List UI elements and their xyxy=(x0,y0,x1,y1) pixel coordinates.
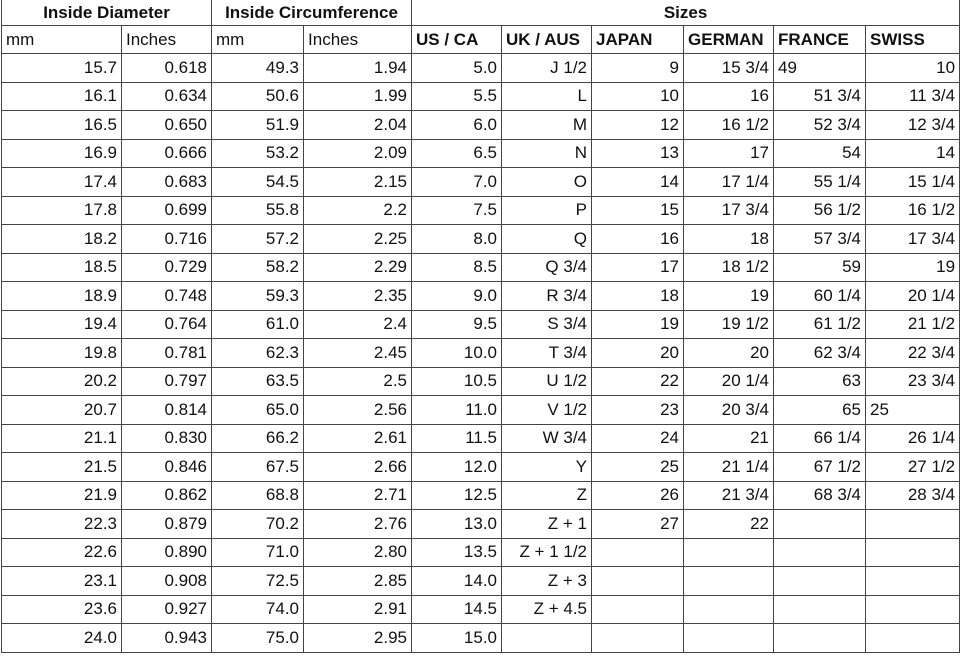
cell-circumference-inches: 2.56 xyxy=(304,396,412,425)
cell-diameter-inches: 0.729 xyxy=(122,253,212,282)
cell-diameter-inches: 0.943 xyxy=(122,624,212,653)
cell-japan xyxy=(592,538,684,567)
cell-german: 17 xyxy=(684,139,774,168)
cell-circumference-mm: 55.8 xyxy=(212,196,304,225)
cell-circumference-inches: 1.99 xyxy=(304,82,412,111)
cell-france: 67 1/2 xyxy=(774,453,866,482)
cell-diameter-inches: 0.830 xyxy=(122,424,212,453)
cell-us-ca: 10.0 xyxy=(412,339,502,368)
group-header-row xyxy=(2,0,960,26)
cell-german: 18 1/2 xyxy=(684,253,774,282)
cell-uk-aus: W 3/4 xyxy=(502,424,592,453)
cell-circumference-mm: 75.0 xyxy=(212,624,304,653)
cell-diameter-inches: 0.890 xyxy=(122,538,212,567)
cell-diameter-inches: 0.862 xyxy=(122,481,212,510)
cell-japan: 15 xyxy=(592,196,684,225)
cell-japan: 22 xyxy=(592,367,684,396)
cell-japan: 9 xyxy=(592,54,684,83)
cell-circumference-inches: 2.71 xyxy=(304,481,412,510)
cell-diameter-inches: 0.748 xyxy=(122,282,212,311)
cell-german xyxy=(684,538,774,567)
cell-german xyxy=(684,567,774,596)
cell-circumference-inches: 2.95 xyxy=(304,624,412,653)
table-row xyxy=(2,196,960,225)
cell-swiss: 28 3/4 xyxy=(866,481,960,510)
cell-swiss: 11 3/4 xyxy=(866,82,960,111)
cell-circumference-inches: 2.29 xyxy=(304,253,412,282)
table-row xyxy=(2,225,960,254)
cell-circumference-mm: 68.8 xyxy=(212,481,304,510)
cell-france: 61 1/2 xyxy=(774,310,866,339)
table-row xyxy=(2,168,960,197)
cell-swiss: 26 1/4 xyxy=(866,424,960,453)
cell-diameter-inches: 0.666 xyxy=(122,139,212,168)
cell-france xyxy=(774,510,866,539)
cell-us-ca: 6.5 xyxy=(412,139,502,168)
cell-circumference-inches: 2.4 xyxy=(304,310,412,339)
cell-circumference-inches: 2.15 xyxy=(304,168,412,197)
cell-diameter-mm: 17.8 xyxy=(2,196,122,225)
cell-uk-aus: S 3/4 xyxy=(502,310,592,339)
table-row xyxy=(2,367,960,396)
cell-circumference-mm: 71.0 xyxy=(212,538,304,567)
cell-german: 16 xyxy=(684,82,774,111)
cell-swiss: 16 1/2 xyxy=(866,196,960,225)
cell-diameter-mm: 20.7 xyxy=(2,396,122,425)
cell-diameter-mm: 21.5 xyxy=(2,453,122,482)
cell-france: 60 1/4 xyxy=(774,282,866,311)
cell-us-ca: 15.0 xyxy=(412,624,502,653)
cell-us-ca: 12.5 xyxy=(412,481,502,510)
cell-circumference-mm: 49.3 xyxy=(212,54,304,83)
cell-diameter-inches: 0.683 xyxy=(122,168,212,197)
cell-france xyxy=(774,595,866,624)
cell-diameter-mm: 21.1 xyxy=(2,424,122,453)
col-header-diameter-mm: mm xyxy=(2,26,122,54)
cell-diameter-mm: 24.0 xyxy=(2,624,122,653)
cell-diameter-inches: 0.764 xyxy=(122,310,212,339)
cell-circumference-mm: 59.3 xyxy=(212,282,304,311)
cell-us-ca: 14.0 xyxy=(412,567,502,596)
cell-swiss: 20 1/4 xyxy=(866,282,960,311)
cell-france: 63 xyxy=(774,367,866,396)
cell-swiss: 17 3/4 xyxy=(866,225,960,254)
cell-uk-aus: M xyxy=(502,111,592,140)
table-row xyxy=(2,54,960,83)
cell-diameter-inches: 0.618 xyxy=(122,54,212,83)
cell-us-ca: 11.5 xyxy=(412,424,502,453)
cell-japan: 27 xyxy=(592,510,684,539)
cell-us-ca: 8.5 xyxy=(412,253,502,282)
cell-diameter-mm: 22.6 xyxy=(2,538,122,567)
col-header-france: FRANCE xyxy=(774,26,866,54)
cell-diameter-inches: 0.699 xyxy=(122,196,212,225)
cell-france: 56 1/2 xyxy=(774,196,866,225)
cell-german: 20 xyxy=(684,339,774,368)
cell-german: 21 1/4 xyxy=(684,453,774,482)
cell-swiss: 21 1/2 xyxy=(866,310,960,339)
cell-circumference-inches: 2.45 xyxy=(304,339,412,368)
cell-uk-aus: Z + 1 xyxy=(502,510,592,539)
cell-japan: 10 xyxy=(592,82,684,111)
cell-diameter-mm: 23.1 xyxy=(2,567,122,596)
cell-uk-aus: Z + 4.5 xyxy=(502,595,592,624)
col-header-japan: JAPAN xyxy=(592,26,684,54)
cell-swiss xyxy=(866,538,960,567)
cell-diameter-mm: 18.2 xyxy=(2,225,122,254)
cell-japan xyxy=(592,567,684,596)
cell-circumference-inches: 2.91 xyxy=(304,595,412,624)
cell-circumference-mm: 67.5 xyxy=(212,453,304,482)
cell-circumference-inches: 2.25 xyxy=(304,225,412,254)
cell-uk-aus: N xyxy=(502,139,592,168)
cell-swiss xyxy=(866,510,960,539)
cell-circumference-mm: 65.0 xyxy=(212,396,304,425)
cell-us-ca: 5.0 xyxy=(412,54,502,83)
group-sizes: Sizes xyxy=(412,0,960,26)
cell-swiss: 12 3/4 xyxy=(866,111,960,140)
cell-us-ca: 13.0 xyxy=(412,510,502,539)
cell-japan: 17 xyxy=(592,253,684,282)
cell-diameter-mm: 21.9 xyxy=(2,481,122,510)
cell-swiss xyxy=(866,595,960,624)
cell-france: 65 xyxy=(774,396,866,425)
cell-japan: 12 xyxy=(592,111,684,140)
cell-france: 49 xyxy=(774,54,866,83)
table-row xyxy=(2,538,960,567)
cell-france: 52 3/4 xyxy=(774,111,866,140)
cell-german: 16 1/2 xyxy=(684,111,774,140)
cell-swiss: 23 3/4 xyxy=(866,367,960,396)
cell-france: 66 1/4 xyxy=(774,424,866,453)
cell-german: 20 1/4 xyxy=(684,367,774,396)
cell-german: 19 1/2 xyxy=(684,310,774,339)
table-row xyxy=(2,595,960,624)
cell-diameter-inches: 0.846 xyxy=(122,453,212,482)
cell-german xyxy=(684,595,774,624)
table-row xyxy=(2,481,960,510)
cell-german: 17 3/4 xyxy=(684,196,774,225)
col-header-us-ca: US / CA xyxy=(412,26,502,54)
cell-german: 18 xyxy=(684,225,774,254)
cell-circumference-mm: 63.5 xyxy=(212,367,304,396)
cell-german: 22 xyxy=(684,510,774,539)
cell-circumference-inches: 2.66 xyxy=(304,453,412,482)
cell-swiss xyxy=(866,624,960,653)
cell-german: 21 3/4 xyxy=(684,481,774,510)
cell-diameter-mm: 19.4 xyxy=(2,310,122,339)
table-row xyxy=(2,624,960,653)
col-header-swiss: SWISS xyxy=(866,26,960,54)
cell-us-ca: 7.5 xyxy=(412,196,502,225)
cell-france: 57 3/4 xyxy=(774,225,866,254)
table-row xyxy=(2,253,960,282)
cell-german: 17 1/4 xyxy=(684,168,774,197)
cell-us-ca: 10.5 xyxy=(412,367,502,396)
cell-uk-aus: J 1/2 xyxy=(502,54,592,83)
cell-uk-aus: P xyxy=(502,196,592,225)
cell-swiss: 14 xyxy=(866,139,960,168)
cell-japan xyxy=(592,595,684,624)
cell-circumference-inches: 2.09 xyxy=(304,139,412,168)
cell-japan: 23 xyxy=(592,396,684,425)
cell-uk-aus xyxy=(502,624,592,653)
cell-diameter-mm: 16.5 xyxy=(2,111,122,140)
cell-circumference-inches: 2.35 xyxy=(304,282,412,311)
cell-diameter-mm: 18.9 xyxy=(2,282,122,311)
cell-circumference-mm: 54.5 xyxy=(212,168,304,197)
cell-france: 55 1/4 xyxy=(774,168,866,197)
cell-uk-aus: Y xyxy=(502,453,592,482)
cell-diameter-inches: 0.634 xyxy=(122,82,212,111)
cell-diameter-inches: 0.814 xyxy=(122,396,212,425)
cell-circumference-mm: 70.2 xyxy=(212,510,304,539)
cell-swiss xyxy=(866,567,960,596)
cell-france: 51 3/4 xyxy=(774,82,866,111)
cell-diameter-inches: 0.781 xyxy=(122,339,212,368)
cell-diameter-mm: 19.8 xyxy=(2,339,122,368)
col-header-circumference-inches: Inches xyxy=(304,26,412,54)
cell-diameter-inches: 0.908 xyxy=(122,567,212,596)
cell-diameter-mm: 15.7 xyxy=(2,54,122,83)
cell-japan: 16 xyxy=(592,225,684,254)
cell-german: 21 xyxy=(684,424,774,453)
cell-circumference-inches: 2.85 xyxy=(304,567,412,596)
cell-uk-aus: Z + 1 1/2 xyxy=(502,538,592,567)
col-header-german: GERMAN xyxy=(684,26,774,54)
cell-uk-aus: Z xyxy=(502,481,592,510)
cell-german xyxy=(684,624,774,653)
cell-us-ca: 11.0 xyxy=(412,396,502,425)
cell-circumference-mm: 66.2 xyxy=(212,424,304,453)
cell-circumference-mm: 58.2 xyxy=(212,253,304,282)
cell-japan: 24 xyxy=(592,424,684,453)
cell-circumference-mm: 74.0 xyxy=(212,595,304,624)
cell-diameter-inches: 0.797 xyxy=(122,367,212,396)
group-inside-circumference: Inside Circumference xyxy=(212,0,412,26)
cell-circumference-mm: 51.9 xyxy=(212,111,304,140)
col-header-diameter-inches: Inches xyxy=(122,26,212,54)
cell-swiss: 25 xyxy=(866,396,960,425)
cell-uk-aus: V 1/2 xyxy=(502,396,592,425)
cell-uk-aus: T 3/4 xyxy=(502,339,592,368)
cell-france xyxy=(774,538,866,567)
cell-circumference-inches: 2.04 xyxy=(304,111,412,140)
cell-diameter-mm: 16.1 xyxy=(2,82,122,111)
cell-us-ca: 5.5 xyxy=(412,82,502,111)
cell-swiss: 27 1/2 xyxy=(866,453,960,482)
cell-uk-aus: Z + 3 xyxy=(502,567,592,596)
cell-us-ca: 8.0 xyxy=(412,225,502,254)
cell-swiss: 19 xyxy=(866,253,960,282)
cell-uk-aus: U 1/2 xyxy=(502,367,592,396)
table-row xyxy=(2,82,960,111)
cell-france: 59 xyxy=(774,253,866,282)
table-row xyxy=(2,339,960,368)
cell-japan: 25 xyxy=(592,453,684,482)
cell-japan: 18 xyxy=(592,282,684,311)
table-row xyxy=(2,424,960,453)
cell-japan: 13 xyxy=(592,139,684,168)
cell-japan: 14 xyxy=(592,168,684,197)
cell-swiss: 15 1/4 xyxy=(866,168,960,197)
cell-german: 15 3/4 xyxy=(684,54,774,83)
cell-circumference-inches: 2.76 xyxy=(304,510,412,539)
cell-diameter-mm: 22.3 xyxy=(2,510,122,539)
cell-uk-aus: L xyxy=(502,82,592,111)
cell-japan: 20 xyxy=(592,339,684,368)
cell-diameter-mm: 23.6 xyxy=(2,595,122,624)
table-row xyxy=(2,310,960,339)
table-row xyxy=(2,396,960,425)
table-row xyxy=(2,510,960,539)
cell-circumference-inches: 2.5 xyxy=(304,367,412,396)
cell-uk-aus: R 3/4 xyxy=(502,282,592,311)
cell-german: 20 3/4 xyxy=(684,396,774,425)
group-inside-diameter: Inside Diameter xyxy=(2,0,212,26)
cell-circumference-inches: 2.61 xyxy=(304,424,412,453)
cell-circumference-inches: 1.94 xyxy=(304,54,412,83)
cell-swiss: 10 xyxy=(866,54,960,83)
cell-us-ca: 9.0 xyxy=(412,282,502,311)
cell-diameter-mm: 18.5 xyxy=(2,253,122,282)
table-row xyxy=(2,282,960,311)
cell-german: 19 xyxy=(684,282,774,311)
cell-us-ca: 9.5 xyxy=(412,310,502,339)
table-row xyxy=(2,567,960,596)
table-row xyxy=(2,111,960,140)
table-row xyxy=(2,453,960,482)
cell-uk-aus: Q 3/4 xyxy=(502,253,592,282)
cell-circumference-mm: 61.0 xyxy=(212,310,304,339)
cell-us-ca: 13.5 xyxy=(412,538,502,567)
cell-diameter-inches: 0.927 xyxy=(122,595,212,624)
cell-us-ca: 6.0 xyxy=(412,111,502,140)
cell-france: 62 3/4 xyxy=(774,339,866,368)
cell-uk-aus: Q xyxy=(502,225,592,254)
cell-diameter-mm: 20.2 xyxy=(2,367,122,396)
col-header-uk-aus: UK / AUS xyxy=(502,26,592,54)
cell-circumference-inches: 2.80 xyxy=(304,538,412,567)
cell-uk-aus: O xyxy=(502,168,592,197)
table-row xyxy=(2,139,960,168)
cell-japan xyxy=(592,624,684,653)
table-body xyxy=(2,54,960,653)
col-header-circumference-mm: mm xyxy=(212,26,304,54)
cell-japan: 26 xyxy=(592,481,684,510)
cell-japan: 19 xyxy=(592,310,684,339)
cell-circumference-mm: 53.2 xyxy=(212,139,304,168)
cell-france: 68 3/4 xyxy=(774,481,866,510)
cell-circumference-inches: 2.2 xyxy=(304,196,412,225)
cell-diameter-inches: 0.716 xyxy=(122,225,212,254)
cell-diameter-mm: 16.9 xyxy=(2,139,122,168)
cell-us-ca: 14.5 xyxy=(412,595,502,624)
column-header-row xyxy=(2,26,960,54)
cell-france: 54 xyxy=(774,139,866,168)
cell-circumference-mm: 72.5 xyxy=(212,567,304,596)
ring-size-table xyxy=(1,0,960,653)
cell-circumference-mm: 62.3 xyxy=(212,339,304,368)
cell-diameter-inches: 0.879 xyxy=(122,510,212,539)
cell-circumference-mm: 50.6 xyxy=(212,82,304,111)
cell-swiss: 22 3/4 xyxy=(866,339,960,368)
cell-diameter-inches: 0.650 xyxy=(122,111,212,140)
cell-us-ca: 7.0 xyxy=(412,168,502,197)
cell-circumference-mm: 57.2 xyxy=(212,225,304,254)
cell-france xyxy=(774,624,866,653)
cell-us-ca: 12.0 xyxy=(412,453,502,482)
cell-france xyxy=(774,567,866,596)
cell-diameter-mm: 17.4 xyxy=(2,168,122,197)
